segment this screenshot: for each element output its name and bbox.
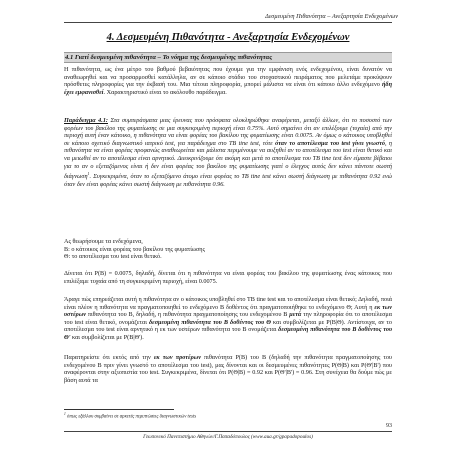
para3-text-2: πιθανότητα του B, δηλαδή, η πιθανότητα πραγματοποίησης του ενδεχομένου B (86, 311, 290, 319)
header-rule (64, 22, 392, 23)
example-text-3: . Συγκεκριμένα, όταν το εξεταζόμενο άτομο είναι φορέας το TB tine test κάνει σωστή διάγνωση με πιθανότητα 0.92 ενώ όταν δεν είναι φορέας κάνει σωστή διάγνωση με πιθανότητα 0.96. (64, 173, 392, 188)
page-number: 93 (386, 423, 392, 429)
para3-text-3: την πληροφορία ότι το αποτέλεσμα του test είναι θετικό, ονομάζεται (64, 311, 392, 326)
para4-emphasis-1: εκ των προτέρων (153, 354, 201, 361)
para3-emphasis-1: εκ των υστέρων (64, 303, 392, 319)
events-definitions (64, 238, 392, 261)
intro-paragraph (64, 66, 392, 96)
para3-text-5: και συμβολίζεται με P(B|Θ'). (70, 333, 144, 341)
event-b-definition: B: ο κάτοικος είναι φορέας του βακίλου της φυματίωσης (64, 245, 205, 253)
example-paragraph (64, 117, 392, 188)
page-footer: Γεωπονικό Πανεπιστήμιο Αθηνών/Γ.Παπαδόπουλος (www.aua.gr/gpapadopoulos) (143, 434, 313, 440)
given-probability-paragraph (64, 270, 392, 285)
example-text-2: , η πιθανότητα να είναι φορέας προφανώς αναθεωρείται και μάλιστα περιμένουμε να αυξηθεί αν το αποτέλεσμα του test είναι θετικό και να μειωθεί αν το αποτέλεσμα είναι αρνητικό. Διευκρινίζουμε ότι ακόμη και μετά το αποτέλεσμα του TB tine test δεν είμαστε βέβαιοι για το αν ο εξεταζόμενος είναι ή δεν είναι φορέας του βακίλου της φυματίωσης γιατί ο έλεγχος αυτός δεν κάνει πάντοτε σωστή διάγνωση (64, 139, 392, 181)
para3-emphasis-2: μετά (289, 311, 302, 319)
intro-text-1: Η πιθανότητα, ως ένα μέτρο του βαθμού βεβαιότητας που έχουμε για την εμφάνιση ενός ενδεχομένου, είναι δυνατόν να αναθεωρηθεί και να προσαρμοσθεί κατάλληλα, αν σε κάποιο στάδιο του στοχαστικού πειράματος που μελετάμε προκύψουν πρόσθετες πληροφορίες για την έκβασή του. Μια τέτοια πληροφορία, μπορεί μάλιστα να είναι ότι κάποιο άλλο ενδεχόμενο (64, 66, 392, 89)
footer-rule (64, 431, 392, 432)
footnote-rule (64, 409, 174, 410)
para3-emphasis-3: δεσμευμένη πιθανότητα του B δοθέντος του Θ (148, 318, 271, 326)
footnote-text: όπως εξάλλου συμβαίνει σε αρκετές περιπτώσεις διαγνωστικών tests (65, 414, 197, 420)
para4-text-1: Παρατηρείστε ότι εκτός από την (64, 354, 154, 361)
section-heading-bar (64, 52, 392, 63)
section-heading: 4.1 Γιατί δεσμευμένη πιθανότητα – Το νόημα της δεσμευμένης πιθανότητας (65, 54, 273, 61)
example-label: Παράδειγμα 4.1: (64, 117, 108, 124)
intro-emphasis: ήδη έχει εμφανισθεί (64, 81, 392, 96)
events-intro: Ας θεωρήσουμε τα ενδεχόμενα, (64, 238, 143, 245)
para3-text-4: και συμβολίζεται με P(B|Θ). Αντίστοιχα, αν το αποτέλεσμα του test είναι αρνητικό η εκ των υστέρων πιθανότητα του B ονομάζεται (64, 318, 393, 334)
footnote (64, 412, 392, 420)
example-text-1: Στα συμπεράσματα μιας έρευνας που πρόσφατα ολοκληρώθηκε αναφέρεται, μεταξύ άλλων, ότι το ποσοστό των φορέων του βακίλου της φυματίωσης σε μια συγκεκριμένη περιοχή είναι 0.75%. Αυτό σημαίνει ότι αν επιλέξουμε (τυχαία) από την περιοχή αυτή έναν κάτοικο, η πιθανότητα να είναι φορέας του βακίλου της φυματίωσης είναι 0.0075. Αν όμως ο κάτοικος υποβληθεί σε κάποιο σχετικό διαγνωστικό ιατρικό test, για παράδειγμα στο TB tine test, τότε (64, 117, 392, 147)
intro-text-2: . Χαρακτηριστικό είναι το ακόλουθο παράδειγμα. (103, 88, 227, 96)
running-header: Δεσμευμένη Πιθανότητα – Ανεξαρτησία Ενδεχομένων (265, 13, 398, 20)
footnote-mark: 1 (64, 412, 66, 416)
para3-text-1: Άραγε πώς επηρεάζεται αυτή η πιθανότητα αν ο κάτοικος υποβληθεί στο TB tine test και το αποτέλεσμα είναι θετικό; Δηλαδή, ποιά είναι πλέον η πιθανότητα να πραγματοποιηθεί το ενδεχόμενο B δοθέντος ότι πραγματοποιήθηκε το ενδεχόμενο Θ; Αυτή η (64, 296, 392, 311)
example-emphasis: όταν το αποτέλεσμα του test γίνει γνωστό (275, 139, 385, 147)
para4-text-2: πιθανότητα P(B) του B (δηλαδή την πιθανότητα πραγματοποίησης του ενδεχομένου B πριν γίνει γνωστό το αποτέλεσμα του test), μας δίνονται και οι δεσμευμένες πιθανότητες P(Θ|B) και P(Θ'|B') που αναφέρονται στην αξιοπιστία του test. Συγκεκριμένα, δίνεται ότι P(Θ|B) = 0.92 και P(Θ'|B') = 0.96. Στη συνέχεια θα δούμε πώς με βάση αυτά τα (64, 354, 392, 384)
given-probability-text: Δίνεται ότι P(B) = 0.0075, δηλαδή, δίνεται ότι η πιθανότητα να είναι φορέας του βακίλου της φυματίωσης ένας κάτοικος που επιλέξαμε τυχαία από τη συγκεκριμένη περιοχή, είναι 0.0075. (64, 270, 392, 285)
footnote-reference: 1 (87, 171, 90, 177)
para3-emphasis-4: δεσμευμένη πιθανότητα του B δοθέντος του Θ' (64, 326, 392, 341)
event-theta-definition: Θ: το αποτέλεσμα του test είναι θετικό. (64, 253, 162, 261)
prior-probability-paragraph (64, 354, 392, 384)
conditional-probability-paragraph (64, 296, 392, 342)
chapter-title: 4. Δεσμευμένη Πιθανότητα - Ανεξαρτησία Ενδεχομένων (106, 32, 350, 43)
